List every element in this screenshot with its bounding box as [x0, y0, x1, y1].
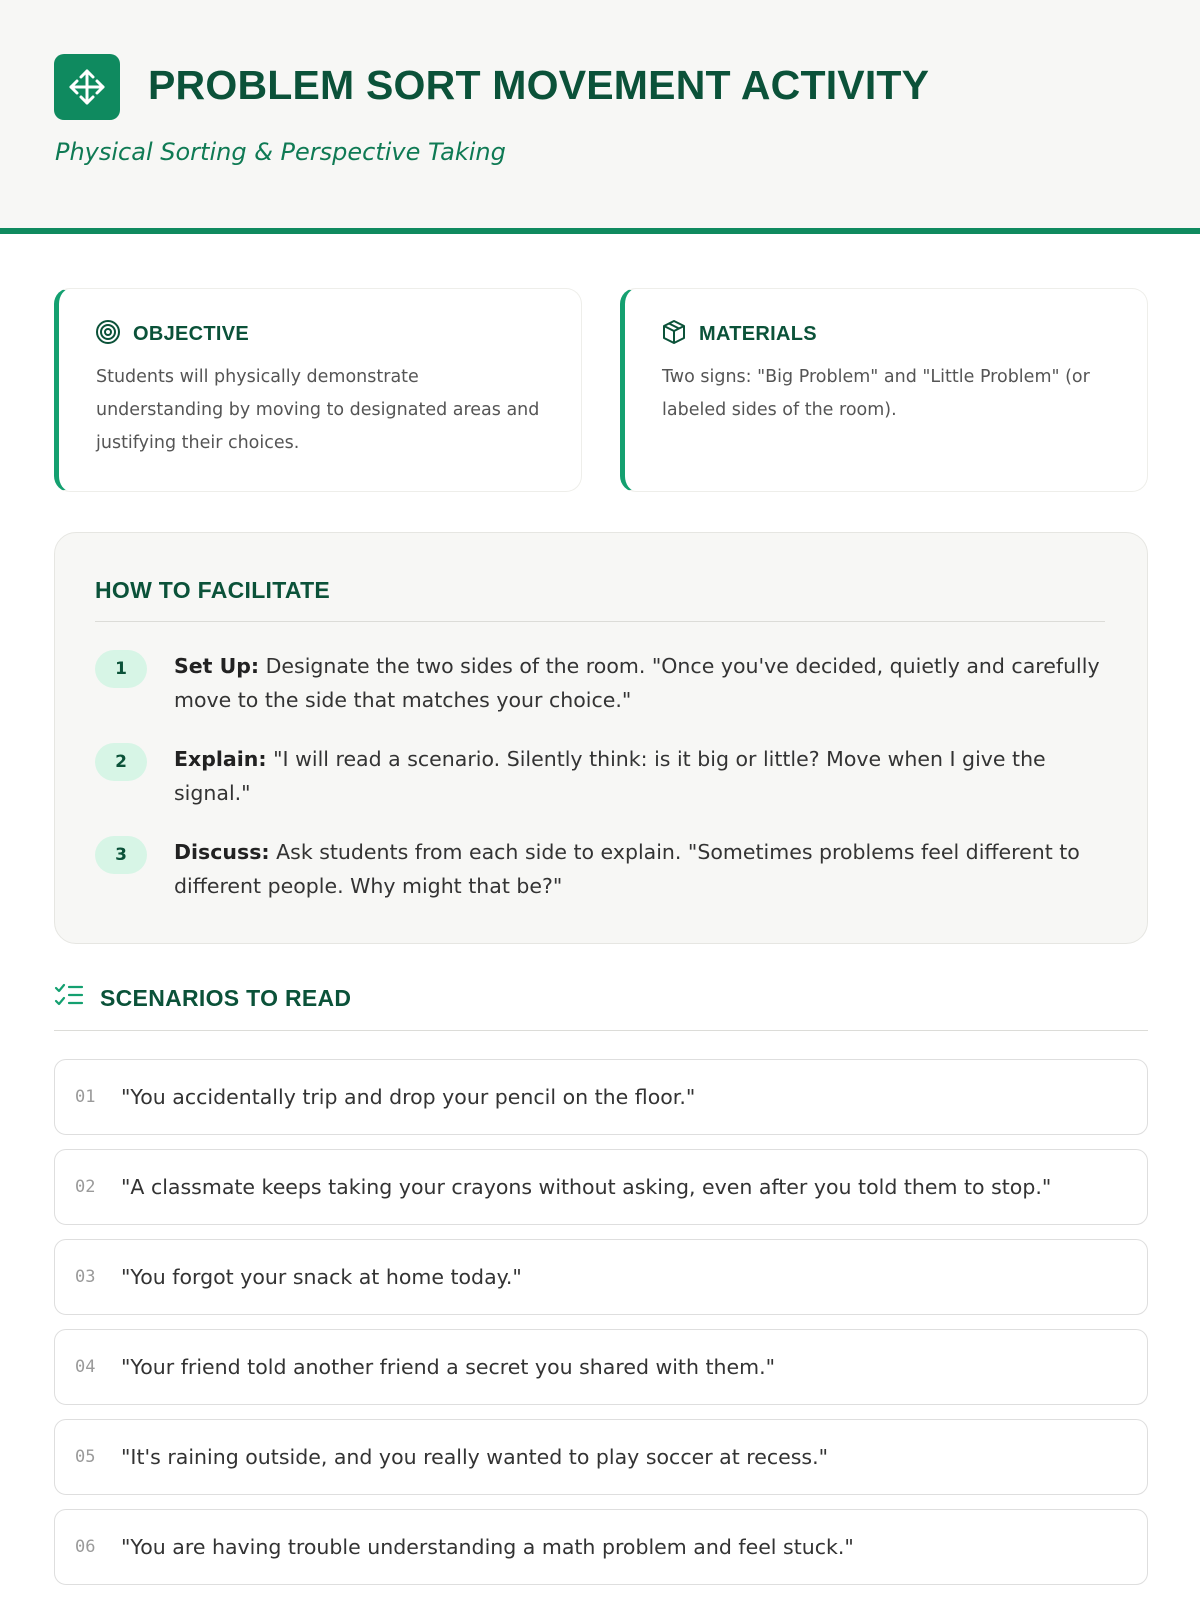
scenario-item: [54, 1509, 1148, 1585]
step-label: Discuss:: [174, 840, 270, 864]
box-icon: [661, 319, 687, 349]
scenario-text: "You accidentally trip and drop your pencil on the floor.": [121, 1085, 696, 1109]
step-label: Set Up:: [174, 654, 260, 678]
step-text: [174, 742, 1105, 810]
scenario-item: [54, 1329, 1148, 1405]
page-header: [0, 0, 1200, 234]
checklist-icon: [54, 983, 84, 1013]
step-number-badge: 2: [95, 743, 147, 781]
move-arrows-icon: [54, 54, 120, 120]
materials-card: [620, 288, 1148, 492]
materials-heading: MATERIALS: [699, 322, 817, 345]
scenario-number: 04: [75, 1357, 96, 1377]
scenario-item: [54, 1059, 1148, 1135]
scenario-text: "It's raining outside, and you really wanted to play soccer at recess.": [121, 1445, 829, 1469]
facilitate-panel: [54, 532, 1148, 944]
divider: [95, 621, 1105, 622]
scenario-text: "You forgot your snack at home today.": [121, 1265, 522, 1289]
scenario-item: [54, 1239, 1148, 1315]
target-icon: [95, 319, 121, 349]
scenarios-heading: SCENARIOS TO READ: [100, 984, 352, 1011]
step-item: [95, 649, 1105, 717]
scenario-text: "A classmate keeps taking your crayons without asking, even after you told them to stop.": [121, 1175, 1052, 1199]
objective-text: Students will physically demonstrate understanding by moving to designated areas and justifying their choices.: [96, 367, 540, 453]
scenario-text: "Your friend told another friend a secret you shared with them.": [121, 1355, 776, 1379]
step-body: Designate the two sides of the room. "Once you've decided, quietly and carefully move to the side that matches your choice.": [174, 654, 1100, 712]
scenario-text: "You are having trouble understanding a math problem and feel stuck.": [121, 1535, 854, 1559]
step-text: [174, 835, 1105, 903]
scenario-number: 01: [75, 1087, 96, 1107]
step-body: "I will read a scenario. Silently think: is it big or little? Move when I give the signal.": [174, 747, 1046, 805]
step-label: Explain:: [174, 747, 267, 771]
page-subtitle: Physical Sorting & Perspective Taking: [55, 138, 506, 166]
step-number-badge: 3: [95, 836, 147, 874]
objective-heading: OBJECTIVE: [133, 322, 250, 345]
divider: [54, 1030, 1148, 1031]
scenario-number: 03: [75, 1267, 96, 1287]
scenario-number: 05: [75, 1447, 96, 1467]
step-item: [95, 835, 1105, 903]
step-body: Ask students from each side to explain. "Sometimes problems feel different to different people. Why might that be?": [174, 840, 1080, 898]
scenario-item: [54, 1149, 1148, 1225]
materials-text: Two signs: "Big Problem" and "Little Problem" (or labeled sides of the room).: [662, 367, 1090, 420]
step-text: [174, 649, 1105, 717]
scenario-number: 06: [75, 1537, 96, 1557]
page-title: PROBLEM SORT MOVEMENT ACTIVITY: [148, 62, 930, 108]
scenarios-header: [54, 983, 351, 1013]
objective-card: [54, 288, 582, 492]
step-number-badge: 1: [95, 650, 147, 688]
scenario-number: 02: [75, 1177, 96, 1197]
scenario-item: [54, 1419, 1148, 1495]
facilitate-heading: HOW TO FACILITATE: [95, 577, 331, 603]
step-item: [95, 742, 1105, 810]
